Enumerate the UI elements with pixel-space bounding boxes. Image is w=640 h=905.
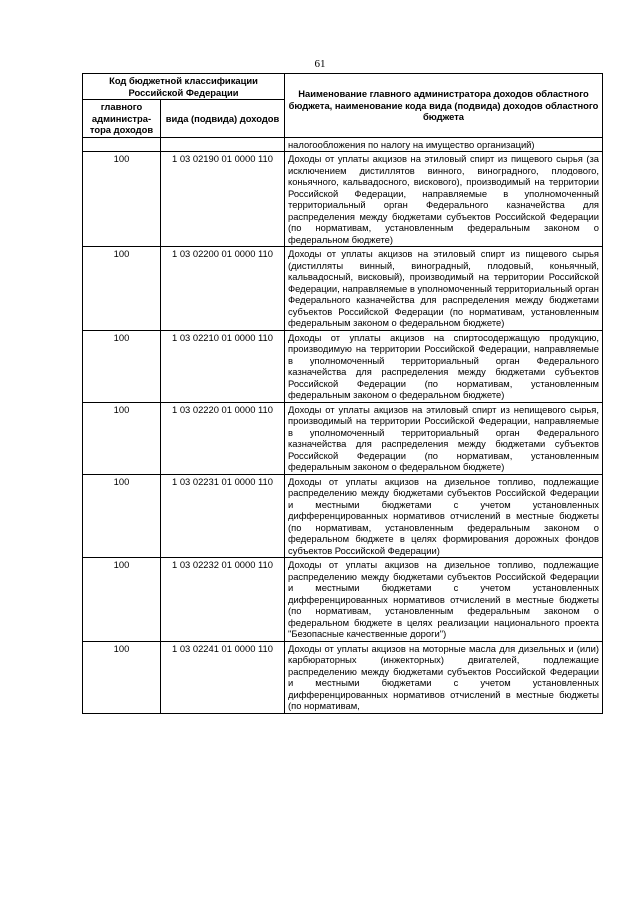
admin-code: 100 [83,558,161,642]
header-name-column: Наименование главного администратора доходов областного бюджета, наименование кода вида (подвида) доходов областного бюджета [285,74,603,138]
header-kind-column: вида (подвида) доходов [161,100,285,138]
table-row [83,247,603,331]
header-admin-column: главного администра-тора доходов [83,100,161,138]
page-number: 61 [314,58,326,70]
empty-cell [161,137,285,152]
table-header [83,74,603,138]
income-description: Доходы от уплаты акцизов на дизельное топливо, подлежащие распределению между бюджетами субъектов Российской Федерации и местными бюджетами с учетом установленных дифференцированных нормативов отчислений в местные бюджеты (по нормативам, установленным федеральным законом о федеральном бюджете в целях формирования дорожных фондов субъектов Российской Федерации) [285,474,603,558]
income-description: Доходы от уплаты акцизов на спиртосодержащую продукцию, производимую на территории Российской Федерации, направляемые в уполномоченный территориальный орган Федерального казначейства для распределения между бюджетами субъектов Российской Федерации (по нормативам, установленным федеральным законом о федеральном бюджете) [285,330,603,402]
income-code: 1 03 02190 01 0000 110 [161,152,285,247]
income-code: 1 03 02241 01 0000 110 [161,641,285,713]
income-code: 1 03 02232 01 0000 110 [161,558,285,642]
income-code: 1 03 02200 01 0000 110 [161,247,285,331]
table-row-continuation [83,137,603,152]
table-row [83,330,603,402]
income-description: Доходы от уплаты акцизов на моторные масла для дизельных и (или) карбюраторных (инжекторных) двигателей, подлежащие распределению между бюджетами субъектов Российской Федерации и местными бюджетами с учетом установленных дифференцированных нормативов отчислений в местные бюджеты (по нормативам, [285,641,603,713]
admin-code: 100 [83,330,161,402]
income-description: Доходы от уплаты акцизов на этиловый спирт из пищевого сырья (дистилляты винный, виноградный, плодовый, коньячный, кальвадосный, висковый), производимый на территории Российской Федерации, направляемые в уполномоченный территориальный орган Федерального казначейства для распределения между бюджетами субъектов Российской Федерации (по нормативам, установленным федеральным законом о федеральном бюджете) [285,247,603,331]
admin-code: 100 [83,152,161,247]
table-row [83,402,603,474]
budget-classification-table [82,73,603,714]
income-description: Доходы от уплаты акцизов на дизельное топливо, подлежащие распределению между бюджетами субъектов Российской Федерации и местными бюджетами с учетом установленных дифференцированных нормативов отчислений в местные бюджеты (по нормативам, установленным федеральным законом о федеральном бюджете в целях реализации национального проекта "Безопасные качественные дороги") [285,558,603,642]
income-code: 1 03 02220 01 0000 110 [161,402,285,474]
income-description: Доходы от уплаты акцизов на этиловый спирт из пищевого сырья (за исключением дистиллятов винного, виноградного, плодового, коньячного, кальвадосного, вискового), производимый на территории Российской Федерации, направляемые в уполномоченный территориальный орган Федерального казначейства для распределения между бюджетами субъектов Российской Федерации (по нормативам, установленным федеральным законом о федеральном бюджете) [285,152,603,247]
table-row [83,641,603,713]
header-group-title: Код бюджетной классификации Российской Федерации [83,74,285,100]
table-row [83,558,603,642]
continuation-text: налогообложения по налогу на имущество организаций) [285,137,603,152]
table-body [83,137,603,713]
table-row [83,474,603,558]
empty-cell [83,137,161,152]
admin-code: 100 [83,641,161,713]
income-code: 1 03 02210 01 0000 110 [161,330,285,402]
admin-code: 100 [83,247,161,331]
table-row [83,152,603,247]
admin-code: 100 [83,402,161,474]
admin-code: 100 [83,474,161,558]
income-code: 1 03 02231 01 0000 110 [161,474,285,558]
income-description: Доходы от уплаты акцизов на этиловый спирт из непищевого сырья, производимый на территории Российской Федерации, направляемые в уполномоченный территориальный орган Федерального казначейства для распределения между бюджетами субъектов Российской Федерации (по нормативам, установленным федеральным законом о федеральном бюджете) [285,402,603,474]
